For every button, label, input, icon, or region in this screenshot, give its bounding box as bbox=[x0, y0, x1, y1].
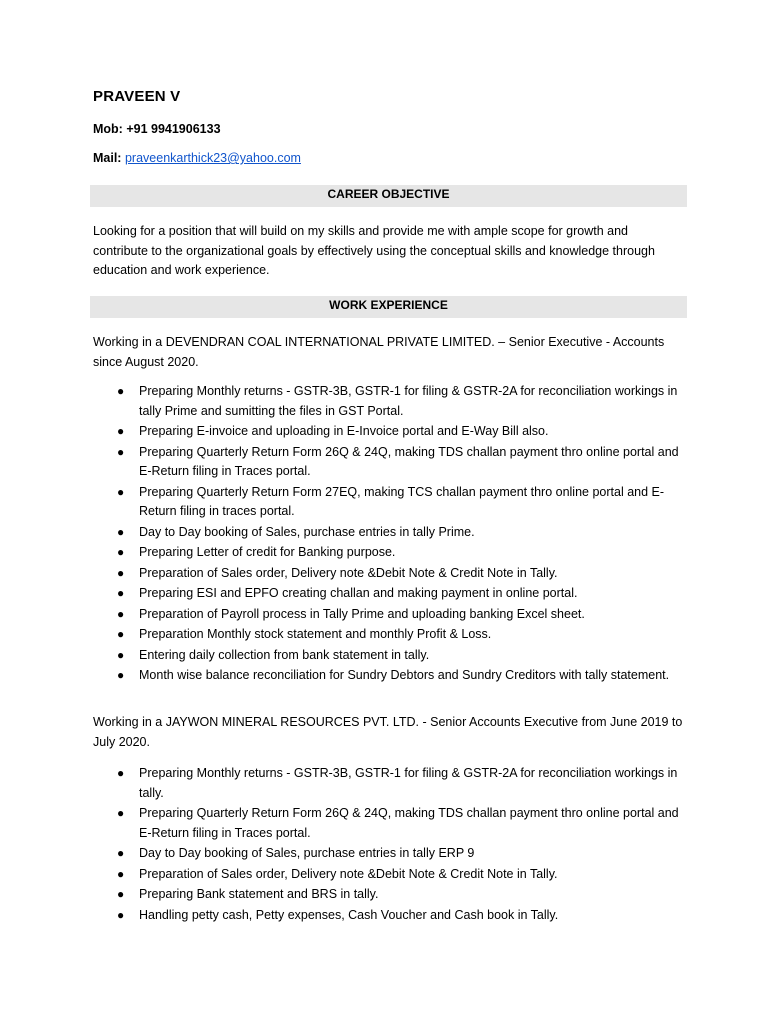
list-item bbox=[93, 666, 683, 686]
duty-text: Preparation Monthly stock statement and monthly Profit & Loss. bbox=[139, 627, 492, 641]
list-item bbox=[93, 804, 683, 843]
duty-text: Preparation of Sales order, Delivery note &Debit Note & Credit Note in Tally. bbox=[139, 565, 558, 580]
list-item bbox=[93, 764, 683, 803]
duty-text: Day to Day booking of Sales, purchase entries in tally ERP 9 bbox=[139, 846, 475, 860]
bullet-icon: ● bbox=[117, 444, 125, 459]
list-item bbox=[93, 584, 683, 604]
mobile-number: Mob: +91 9941906133 bbox=[93, 122, 221, 136]
work-experience-heading: WORK EXPERIENCE bbox=[90, 296, 687, 318]
list-item bbox=[93, 646, 683, 666]
bullet-icon: ● bbox=[117, 586, 125, 600]
bullet-icon: ● bbox=[117, 545, 125, 559]
list-item bbox=[93, 382, 683, 421]
duty-text: Preparing E-invoice and uploading in E-Invoice portal and E-Way Bill also. bbox=[139, 424, 549, 438]
career-objective-text: Looking for a position that will build on my skills and provide me with ample scope for growth and contribute to the organizational goals by effectively using the conceptual skills and knowledge through education and work experience. bbox=[93, 224, 655, 277]
bullet-icon: ● bbox=[117, 484, 125, 499]
job-duties-devendran bbox=[93, 382, 683, 687]
duty-text: Preparing Bank statement and BRS in tally. bbox=[139, 887, 379, 901]
list-item bbox=[93, 422, 683, 442]
duty-text: Preparing Monthly returns - GSTR-3B, GSTR-1 for filing & GSTR-2A for reconciliation workings in tally. bbox=[139, 766, 678, 800]
bullet-icon: ● bbox=[117, 524, 125, 539]
duty-text: Preparing Quarterly Return Form 26Q & 24Q, making TDS challan payment thro online portal and E-Return filing in Traces portal. bbox=[139, 806, 679, 840]
list-item bbox=[93, 625, 683, 645]
bullet-icon: ● bbox=[117, 647, 125, 662]
list-item bbox=[93, 906, 683, 926]
duty-text: Preparing ESI and EPFO creating challan and making payment in online portal. bbox=[139, 586, 578, 600]
duty-text: Entering daily collection from bank statement in tally. bbox=[139, 647, 430, 662]
bullet-icon: ● bbox=[117, 627, 125, 641]
list-item bbox=[93, 564, 683, 584]
list-item bbox=[93, 844, 683, 864]
list-item bbox=[93, 865, 683, 885]
duty-text: Month wise balance reconciliation for Sundry Debtors and Sundry Creditors with tally statement. bbox=[139, 668, 670, 682]
duty-text: Day to Day booking of Sales, purchase entries in tally Prime. bbox=[139, 524, 475, 539]
duty-text: Preparing Quarterly Return Form 26Q & 24Q, making TDS challan payment thro online portal and E-Return filing in Traces portal. bbox=[139, 444, 679, 478]
job-duties-jaywon bbox=[93, 764, 683, 926]
duty-text: Preparation of Sales order, Delivery note &Debit Note & Credit Note in Tally. bbox=[139, 866, 558, 881]
email-link[interactable]: praveenkarthick23@yahoo.com bbox=[124, 151, 301, 165]
bullet-icon: ● bbox=[117, 384, 125, 398]
duty-text: Preparing Monthly returns - GSTR-3B, GSTR-1 for filing & GSTR-2A for reconciliation workings in tally Prime and sumitting the files in GST Portal. bbox=[139, 384, 678, 418]
job-intro-devendran: Working in a DEVENDRAN COAL INTERNATIONAL PRIVATE LIMITED. – Senior Executive - Accounts since August 2020. bbox=[93, 335, 665, 369]
list-item bbox=[93, 443, 683, 482]
bullet-icon: ● bbox=[117, 866, 125, 881]
email-label: Mail: bbox=[93, 151, 122, 165]
bullet-icon: ● bbox=[117, 907, 125, 922]
list-item bbox=[93, 483, 683, 522]
email-line bbox=[93, 151, 301, 165]
candidate-name: PRAVEEN V bbox=[93, 88, 181, 105]
bullet-icon: ● bbox=[117, 606, 125, 621]
career-objective-heading: CAREER OBJECTIVE bbox=[90, 185, 687, 207]
bullet-icon: ● bbox=[117, 887, 125, 901]
bullet-icon: ● bbox=[117, 806, 125, 820]
bullet-icon: ● bbox=[117, 565, 125, 580]
job-intro-jaywon: Working in a JAYWON MINERAL RESOURCES PVT. LTD. - Senior Accounts Executive from June 2019 to July 2020. bbox=[93, 715, 683, 749]
list-item bbox=[93, 605, 683, 625]
bullet-icon: ● bbox=[117, 668, 125, 682]
bullet-icon: ● bbox=[117, 766, 125, 780]
duty-text: Preparing Quarterly Return Form 27EQ, making TCS challan payment thro online portal and E-Return filing in traces portal. bbox=[139, 484, 665, 518]
duty-text: Preparing Letter of credit for Banking purpose. bbox=[139, 545, 396, 559]
duty-text: Preparation of Payroll process in Tally Prime and uploading banking Excel sheet. bbox=[139, 606, 585, 621]
list-item bbox=[93, 523, 683, 543]
list-item bbox=[93, 885, 683, 905]
bullet-icon: ● bbox=[117, 846, 125, 860]
duty-text: Handling petty cash, Petty expenses, Cash Voucher and Cash book in Tally. bbox=[139, 907, 559, 922]
bullet-icon: ● bbox=[117, 424, 125, 438]
list-item bbox=[93, 543, 683, 563]
